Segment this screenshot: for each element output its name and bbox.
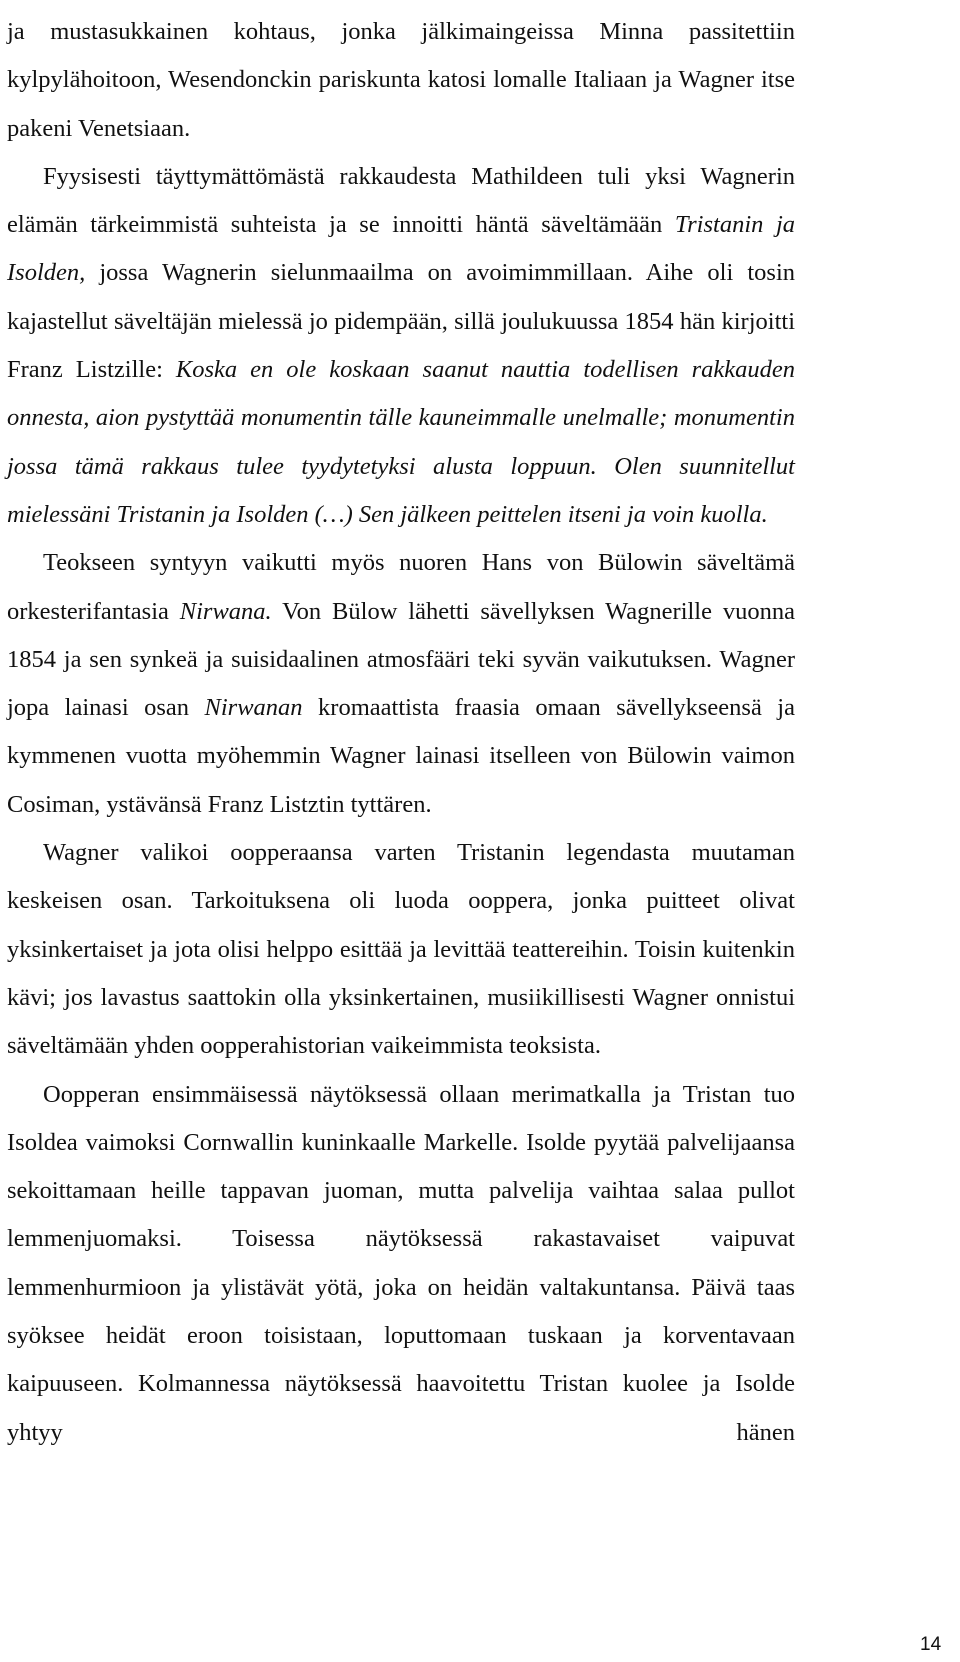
paragraph-3-work-title-a: Nirwana. — [179, 597, 272, 625]
paragraph-2 — [7, 153, 795, 539]
paragraph-4 — [7, 829, 795, 1070]
paragraph-3-work-title-b: Nirwanan — [204, 694, 303, 722]
page-number: 14 — [920, 1634, 942, 1655]
paragraph-2-text-b: jossa Wagnerin sielunmaailma on avoimimmillaan. Aihe oli tosin kajastellut säveltäjän mielessä jo pidempään, sillä joulukuussa 1854 hän kirjoitti Franz Listzille: — [7, 259, 795, 384]
paragraph-3-text-b: Von Bülow lähetti sävellyksen Wagnerille vuonna 1854 ja sen synkeä ja suisidaalinen atmosfääri teki syvän vaikutuksen. Wagner jopa lainasi osan — [7, 597, 795, 722]
paragraph-2-quotation: Koska en ole koskaan saanut nauttia todellisen rakkauden onnesta, aion pystyttää monumentin tälle kauneimmalle unelmalle; monumentin jossa tämä rakkaus tulee tyydytetyksi alusta loppuun. Olen suunnitellut mielessäni Tristanin ja Isolden (…) Sen jälkeen peittelen itseni ja voin kuolla. — [7, 356, 795, 528]
paragraph-3-text-c: kromaattista fraasia omaan sävellykseensä ja kymmenen vuotta myöhemmin Wagner lainasi itselleen von Bülowin vaimon Cosiman, ystävänsä Franz Listztin tyttären. — [7, 694, 795, 818]
paragraph-3 — [7, 539, 795, 829]
paragraph-5 — [7, 1071, 795, 1457]
paragraph-2-work-title: Tristanin ja Isolden, — [7, 211, 796, 287]
paragraph-3-text-a: Teokseen syntyyn vaikutti myös nuoren Hans von Bülowin säveltämä orkesterifantasia — [7, 549, 795, 625]
paragraph-1 — [7, 0, 795, 153]
paragraph-1-text: ja mustasukkainen kohtaus, jonka jälkimaingeissa Minna passitettiin kylpylähoitoon, Wesendonckin pariskunta katosi lomalle Italiaan ja Wagner itse pakeni Venetsiaan. — [7, 18, 795, 142]
paragraph-5-text: Oopperan ensimmäisessä näytöksessä ollaan merimatkalla ja Tristan tuo Isoldea vaimoksi Cornwallin kuninkaalle Markelle. Isolde pyytää palvelijaansa sekoittamaan heille tappavan juoman, mutta palvelija vaihtaa salaa pullot lemmenjuomaksi. Toisessa näytöksessä rakastavaiset vaipuvat lemmenhurmioon ja ylistävät yötä, joka on heidän valtakuntansa. Päivä taas syöksee heidät eroon toisistaan, loputtomaan tuskaan ja korventavaan kaipuuseen. Kolmannessa näytöksessä haavoitettu Tristan kuolee ja Isolde yhtyy hänen — [7, 1080, 795, 1446]
document-page — [7, 0, 795, 1457]
paragraph-2-text-a: Fyysisesti täyttymättömästä rakkaudesta Mathildeen tuli yksi Wagnerin elämän tärkeimmistä suhteista ja se innoitti häntä säveltämään — [7, 162, 795, 239]
paragraph-4-text: Wagner valikoi oopperaansa varten Tristanin legendasta muutaman keskeisen osan. Tarkoituksena oli luoda ooppera, jonka puitteet olivat yksinkertaiset ja jota olisi helppo esittää ja levittää teattereihin. Toisin kuitenkin kävi; jos lavastus saattokin olla yksinkertainen, musiikillisesti Wagner onnistui säveltämään yhden oopperahistorian vaikeimmista teoksista. — [7, 839, 795, 1060]
